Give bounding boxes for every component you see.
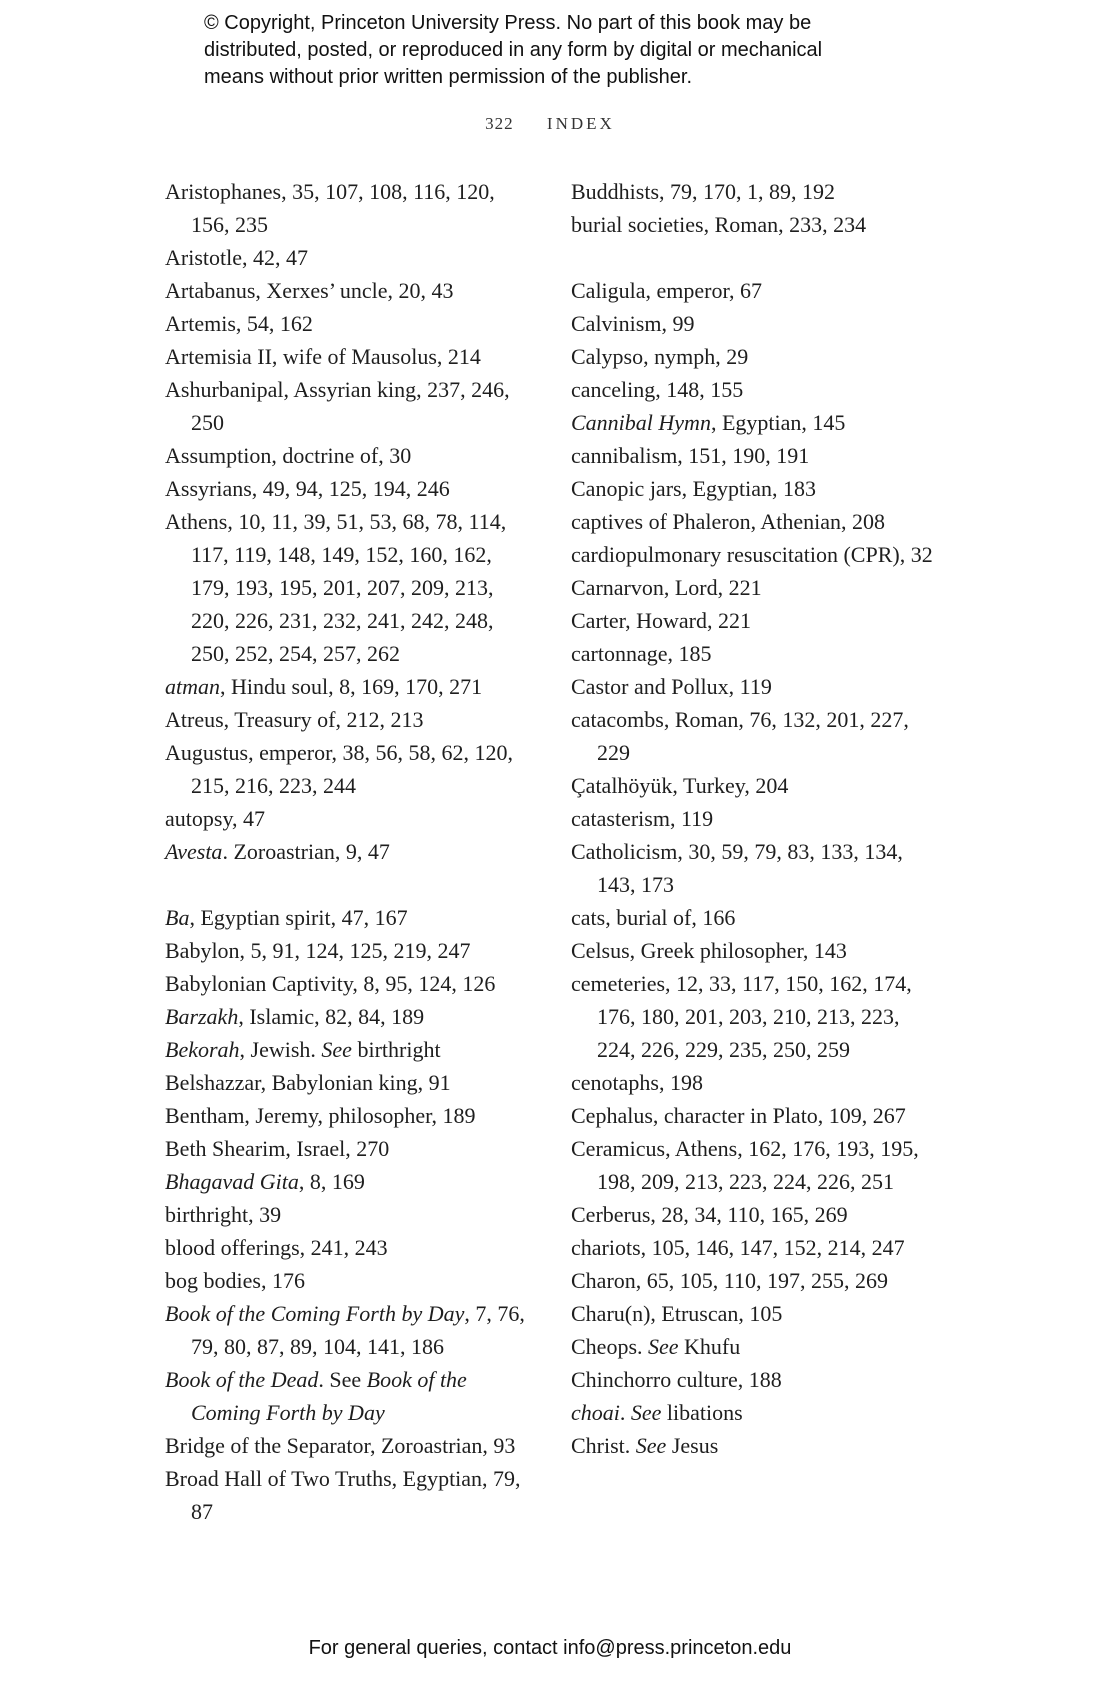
index-entry (571, 505, 941, 538)
index-entry-text: catacombs, Roman, 76, 132, 201, 227, 229 (571, 707, 909, 765)
index-entry-text: Belshazzar, Babylonian king, 91 (165, 1070, 451, 1095)
index-entry-text: burial societies, Roman, 233, 234 (571, 212, 867, 237)
index-entry-italic: atman (165, 674, 220, 699)
index-entry (165, 901, 535, 934)
index-entry-text: birthright (351, 1037, 441, 1062)
index-entry-text: Charon, 65, 105, 110, 197, 255, 269 (571, 1268, 888, 1293)
index-entry-text: bog bodies, 176 (165, 1268, 305, 1293)
index-entry-italic: Avesta (165, 839, 223, 864)
index-entry-text: cats, burial of, 166 (571, 905, 736, 930)
index-entry-text: Assyrians, 49, 94, 125, 194, 246 (165, 476, 450, 501)
section-gap (571, 241, 941, 274)
index-entry (165, 1429, 535, 1462)
index-entry-text: cardiopulmonary resuscitation (CPR), 32 (571, 542, 933, 567)
index-entry-italic: Bekorah (165, 1037, 240, 1062)
index-entry-text: libations (661, 1400, 743, 1425)
index-entry (571, 1264, 941, 1297)
index-entry-text: Babylonian Captivity, 8, 95, 124, 126 (165, 971, 496, 996)
index-entry (165, 1363, 535, 1429)
index-entry-text: , Egyptian, 145 (710, 410, 846, 435)
index-entry-text: Caligula, emperor, 67 (571, 278, 762, 303)
index-entry-text: Bentham, Jeremy, philosopher, 189 (165, 1103, 476, 1128)
section-title: INDEX (546, 114, 615, 133)
index-entry-text: birthright, 39 (165, 1202, 282, 1227)
index-entry-text: Aristophanes, 35, 107, 108, 116, 120, 156, 235 (165, 179, 495, 237)
index-entry (165, 1165, 535, 1198)
index-entry (571, 439, 941, 472)
index-entry-text: Atreus, Treasury of, 212, 213 (165, 707, 424, 732)
index-entry-text: , 8, 169 (298, 1169, 365, 1194)
index-entry (165, 175, 535, 241)
index-entry-text: . See (318, 1367, 367, 1392)
copyright-line: means without prior written permission of the publisher. (204, 66, 693, 88)
index-entry-italic: Bhagavad Gita (165, 1169, 299, 1194)
index-entry-text: canceling, 148, 155 (571, 377, 744, 402)
index-entry (571, 175, 941, 208)
page-number: 322 (485, 114, 514, 133)
index-entry-text: catasterism, 119 (571, 806, 714, 831)
index-entry (165, 1066, 535, 1099)
index-entry (571, 538, 941, 571)
index-entry-text: captives of Phaleron, Athenian, 208 (571, 509, 886, 534)
index-entry-text: , Jewish. (239, 1037, 322, 1062)
index-entry-text: Carnarvon, Lord, 221 (571, 575, 762, 600)
index-entry (571, 1099, 941, 1132)
index-entry-text: blood offerings, 241, 243 (165, 1235, 388, 1260)
index-entry-italic: Book of the Coming Forth by Day (165, 1301, 465, 1326)
index-entry (571, 1231, 941, 1264)
index-entry-italic: See (635, 1433, 667, 1458)
index-entry (571, 571, 941, 604)
index-entry-text: . Zoroastrian, 9, 47 (222, 839, 390, 864)
index-entry-text: Artemis, 54, 162 (165, 311, 313, 336)
index-entry-text: . (619, 1400, 631, 1425)
index-entry (571, 934, 941, 967)
index-entry-text: Cerberus, 28, 34, 110, 165, 269 (571, 1202, 848, 1227)
index-entry-italic: Book of the Coming Forth by Day (191, 1367, 467, 1425)
index-entry-text: Carter, Howard, 221 (571, 608, 751, 633)
index-entry (571, 307, 941, 340)
footer-contact: For general queries, contact info@press.princeton.edu (308, 1637, 792, 1659)
index-entry (571, 769, 941, 802)
index-entry-text: , Hindu soul, 8, 169, 170, 271 (220, 674, 483, 699)
index-entry (571, 802, 941, 835)
index-entry-italic: choai (571, 1400, 620, 1425)
index-entry-text: Athens, 10, 11, 39, 51, 53, 68, 78, 114, 117, 119, 148, 149, 152, 160, 162, 179, 193, 195, 201, 207, 209, 213, 220, 226, 231, 232, 241, 242, 248, 250, 252, 254, 257, 262 (165, 509, 507, 666)
index-entry-text: Ceramicus, Athens, 162, 176, 193, 195, 198, 209, 213, 223, 224, 226, 251 (571, 1136, 919, 1194)
index-entry (165, 472, 535, 505)
index-entry-text: Calvinism, 99 (571, 311, 695, 336)
index-entry (165, 934, 535, 967)
index-entry-text: Christ. (571, 1433, 636, 1458)
index-entry-text: Augustus, emperor, 38, 56, 58, 62, 120, 215, 216, 223, 244 (165, 740, 514, 798)
index-entry (165, 1099, 535, 1132)
index-entry (571, 967, 941, 1066)
index-entry (571, 1429, 941, 1462)
copyright-line: distributed, posted, or reproduced in any form by digital or mechanical (204, 39, 823, 61)
index-entry-text: cartonnage, 185 (571, 641, 712, 666)
index-entry (571, 274, 941, 307)
index-entry-text: Assumption, doctrine of, 30 (165, 443, 412, 468)
index-entry-text: autopsy, 47 (165, 806, 266, 831)
index-entry-text: cenotaphs, 198 (571, 1070, 703, 1095)
index-entry-text: Beth Shearim, Israel, 270 (165, 1136, 390, 1161)
index-entry (571, 835, 941, 901)
index-entry (571, 1198, 941, 1231)
index-entry-text: Artemisia II, wife of Mausolus, 214 (165, 344, 481, 369)
index-entry (571, 604, 941, 637)
index-entry-text: Bridge of the Separator, Zoroastrian, 93 (165, 1433, 516, 1458)
index-entry (165, 373, 535, 439)
index-entry-text: Buddhists, 79, 170, 1, 89, 192 (571, 179, 836, 204)
index-entry (571, 1132, 941, 1198)
index-entry (571, 1330, 941, 1363)
index-entry-text: cannibalism, 151, 190, 191 (571, 443, 810, 468)
index-entry (571, 1066, 941, 1099)
index-entry-text: , Islamic, 82, 84, 189 (238, 1004, 425, 1029)
index-entry (165, 307, 535, 340)
running-head (0, 114, 1100, 134)
index-entry-text: chariots, 105, 146, 147, 152, 214, 247 (571, 1235, 905, 1260)
index-entry-text: Celsus, Greek philosopher, 143 (571, 938, 847, 963)
index-entry (571, 670, 941, 703)
index-column-right (571, 175, 941, 1462)
index-entry-text: Khufu (678, 1334, 741, 1359)
index-entry (165, 505, 535, 670)
copyright-notice (204, 10, 924, 91)
index-entry-italic: Book of the Dead (165, 1367, 319, 1392)
index-entry (571, 406, 941, 439)
index-entry (165, 736, 535, 802)
index-entry (165, 1297, 535, 1363)
index-entry-text: Catholicism, 30, 59, 79, 83, 133, 134, 143, 173 (571, 839, 903, 897)
index-entry-text: Canopic jars, Egyptian, 183 (571, 476, 817, 501)
index-entry (165, 802, 535, 835)
index-entry (571, 340, 941, 373)
index-entry (165, 1198, 535, 1231)
index-entry (165, 835, 535, 868)
index-entry (571, 1396, 941, 1429)
index-entry-text: Cheops. (571, 1334, 648, 1359)
index-entry (165, 967, 535, 1000)
index-entry (165, 340, 535, 373)
index-entry (165, 439, 535, 472)
index-entry (571, 373, 941, 406)
index-column-left (165, 175, 535, 1528)
index-entry-text: , 7, 76, 79, 80, 87, 89, 104, 141, 186 (191, 1301, 525, 1359)
index-entry-text: Çatalhöyük, Turkey, 204 (571, 773, 789, 798)
index-entry-text: Jesus (666, 1433, 719, 1458)
index-entry (165, 1033, 535, 1066)
index-entry (571, 703, 941, 769)
index-entry-text: Charu(n), Etruscan, 105 (571, 1301, 783, 1326)
index-entry (571, 472, 941, 505)
index-entry-text: Broad Hall of Two Truths, Egyptian, 79, 87 (165, 1466, 521, 1524)
index-entry (165, 1462, 535, 1528)
index-entry-text: cemeteries, 12, 33, 117, 150, 162, 174, 176, 180, 201, 203, 210, 213, 223, 224, 226, 229, 235, 250, 259 (571, 971, 912, 1062)
index-entry-text: Chinchorro culture, 188 (571, 1367, 782, 1392)
index-entry (571, 637, 941, 670)
index-entry-text: Castor and Pollux, 119 (571, 674, 772, 699)
index-entry-text: Artabanus, Xerxes’ uncle, 20, 43 (165, 278, 454, 303)
index-entry-italic: See (648, 1334, 679, 1359)
index-entry (165, 274, 535, 307)
index-entry-text: Ashurbanipal, Assyrian king, 237, 246, 250 (165, 377, 510, 435)
index-entry-italic: Barzakh (165, 1004, 239, 1029)
index-entry (165, 703, 535, 736)
copyright-line: © Copyright, Princeton University Press. No part of this book may be (204, 12, 812, 34)
index-entry-italic: Cannibal Hymn (571, 410, 711, 435)
index-entry-italic: See (630, 1400, 662, 1425)
section-gap (165, 868, 535, 901)
index-entry (571, 208, 941, 241)
index-entry (165, 241, 535, 274)
index-entry (571, 901, 941, 934)
index-entry (165, 1000, 535, 1033)
index-entry-text: , Egyptian spirit, 47, 167 (189, 905, 408, 930)
index-entry (165, 670, 535, 703)
index-entry-italic: See (321, 1037, 352, 1062)
index-entry-italic: Ba (165, 905, 190, 930)
index-entry-text: Aristotle, 42, 47 (165, 245, 308, 270)
index-entry (571, 1363, 941, 1396)
index-entry (165, 1231, 535, 1264)
index-entry-text: Cephalus, character in Plato, 109, 267 (571, 1103, 906, 1128)
index-entry (165, 1132, 535, 1165)
index-entry (571, 1297, 941, 1330)
index-entry-text: Babylon, 5, 91, 124, 125, 219, 247 (165, 938, 471, 963)
index-entry-text: Calypso, nymph, 29 (571, 344, 749, 369)
index-entry (165, 1264, 535, 1297)
